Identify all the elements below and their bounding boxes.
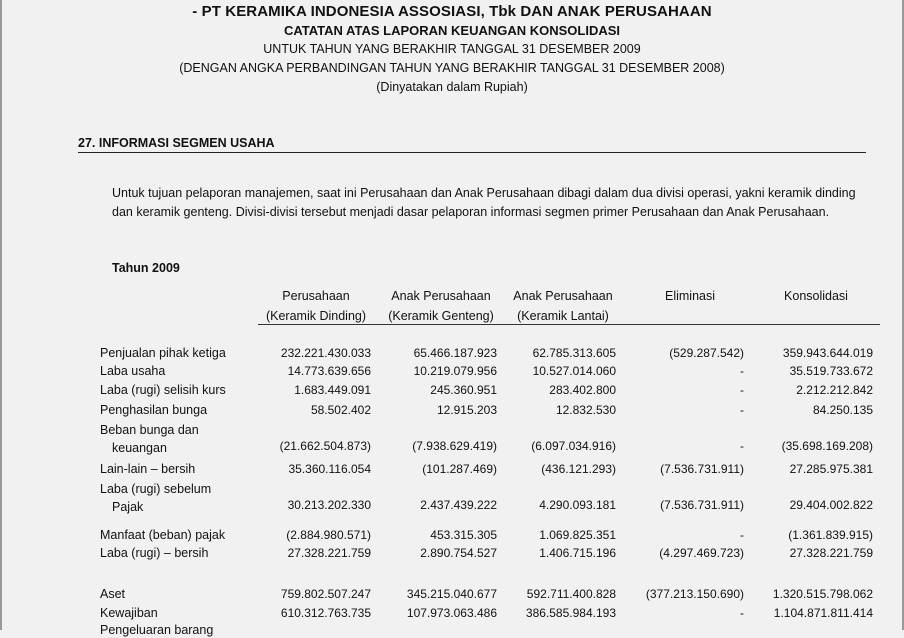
table-cell: 65.466.187.923: [413, 346, 497, 360]
column-header-eliminasi: [636, 286, 744, 306]
column-header-line2: Konsolidasi: [784, 289, 848, 303]
row-label: Kewajiban: [100, 606, 158, 620]
column-header-line1: Anak Perusahaan: [513, 289, 613, 303]
company-name: - PT KERAMIKA INDONESIA ASSOSIASI, Tbk DAN ANAK PERUSAHAAN: [192, 3, 712, 20]
table-cell: 107.973.063.486: [406, 606, 497, 620]
row-label: Aset: [100, 587, 126, 601]
row-label: Manfaat (beban) pajak: [100, 528, 226, 542]
table-cell: 1.320.515.798.062: [772, 587, 873, 601]
table-cell: 30.213.202.330: [287, 498, 371, 512]
table-cell: 1.069.825.351: [539, 528, 616, 542]
table-cell: 1.406.715.196: [539, 546, 616, 560]
column-header-line1: Perusahaan: [282, 289, 350, 303]
table-cell: 759.802.507.247: [280, 587, 371, 601]
table-cell: (101.287.469): [422, 462, 497, 476]
row-label: Pengeluaran barang: [100, 623, 214, 637]
header-rule: [258, 324, 880, 325]
table-cell: 1.683.449.091: [294, 383, 371, 397]
table-cell: 453.315.305: [430, 528, 497, 542]
table-cell: (377.213.150.690): [645, 587, 744, 601]
table-cell: 592.711.400.828: [526, 587, 616, 601]
table-cell: 10.527.014.060: [532, 364, 616, 378]
table-cell: 27.328.221.759: [287, 546, 371, 560]
row-label-continued: keuangan: [112, 441, 167, 455]
table-cell: 610.312.763.735: [280, 606, 371, 620]
table-cell: -: [740, 439, 744, 453]
table-cell: 14.773.639.656: [287, 364, 371, 378]
table-cell: (7.536.731.911): [660, 462, 744, 476]
table-cell: 27.285.975.381: [789, 462, 873, 476]
column-header-line2: (Keramik Genteng): [388, 309, 494, 323]
table-cell: 232.221.430.033: [280, 346, 371, 360]
table-cell: 1.104.871.811.414: [773, 606, 873, 620]
column-header-konsolidasi: [758, 286, 874, 306]
table-cell: 10.219.079.956: [413, 364, 497, 378]
row-label: Laba (rugi) – bersih: [100, 546, 209, 560]
column-header-keramik-lantai: [504, 286, 622, 326]
section-title: 27. INFORMASI SEGMEN USAHA: [78, 136, 866, 153]
table-cell: (35.698.169.208): [781, 439, 873, 453]
row-label: Penjualan pihak ketiga: [100, 346, 226, 360]
table-cell: (7.536.731.911): [660, 498, 744, 512]
column-header-line2: (Keramik Dinding): [265, 309, 367, 323]
period-line: UNTUK TAHUN YANG BERAKHIR TANGGAL 31 DESEMBER 2009: [263, 42, 641, 56]
table-cell: 4.290.093.181: [539, 498, 616, 512]
table-cell: 62.785.313.605: [532, 346, 616, 360]
table-cell: (7.938.629.419): [412, 439, 497, 453]
document-header: [0, 2, 904, 97]
table-cell: (529.287.542): [669, 346, 744, 360]
row-label: Beban bunga dan: [100, 423, 199, 437]
table-cell: (1.361.839.915): [788, 528, 873, 542]
comparison-line: (DENGAN ANGKA PERBANDINGAN TAHUN YANG BERAKHIR TANGGAL 31 DESEMBER 2008): [179, 61, 725, 75]
currency-line: (Dinyatakan dalam Rupiah): [376, 80, 528, 94]
row-label: Laba (rugi) selisih kurs: [100, 383, 226, 397]
section-paragraph: Untuk tujuan pelaporan manajemen, saat ini Perusahaan dan Anak Perusahaan dibagi dalam dua divisi operasi, yakni keramik dinding dan keramik genteng. Divisi-divisi tersebut menjadi dasar pelaporan informasi segmen primer Perusahaan dan Anak Perusahaan.: [112, 186, 856, 219]
table-cell: (4.297.469.723): [659, 546, 744, 560]
table-cell: 2.212.212.842: [796, 383, 873, 397]
column-header-line1: Anak Perusahaan: [391, 289, 491, 303]
document-subtitle: CATATAN ATAS LAPORAN KEUANGAN KONSOLIDASI: [283, 23, 621, 38]
table-cell: -: [740, 606, 744, 620]
column-header-line2: Eliminasi: [664, 289, 715, 303]
table-cell: 58.502.402: [310, 403, 371, 417]
table-cell: 283.402.800: [549, 383, 616, 397]
table-cell: (6.097.034.916): [531, 439, 616, 453]
table-cell: 2.890.754.527: [420, 546, 497, 560]
table-cell: (21.662.504.873): [279, 439, 371, 453]
table-cell: -: [740, 364, 744, 378]
row-label-continued: Pajak: [112, 500, 144, 514]
column-header-line2: (Keramik Lantai): [517, 309, 609, 323]
table-cell: (436.121.293): [541, 462, 616, 476]
table-cell: -: [740, 528, 744, 542]
table-cell: 27.328.221.759: [789, 546, 873, 560]
table-cell: -: [740, 403, 744, 417]
table-cell: 12.832.530: [555, 403, 616, 417]
table-cell: 2.437.439.222: [420, 498, 497, 512]
column-header-keramik-genteng: [380, 286, 502, 326]
table-cell: 35.360.116.054: [288, 462, 371, 476]
table-cell: 245.360.951: [430, 383, 497, 397]
row-label: Penghasilan bunga: [100, 403, 208, 417]
row-label: Laba (rugi) sebelum: [100, 482, 212, 496]
table-cell: 12.915.203: [436, 403, 497, 417]
column-header-perusahaan: [256, 286, 376, 326]
table-cell: 84.250.135: [812, 403, 873, 417]
table-cell: (2.884.980.571): [286, 528, 371, 542]
row-label: Lain-lain – bersih: [100, 462, 196, 476]
table-cell: -: [740, 383, 744, 397]
row-label: Laba usaha: [100, 364, 166, 378]
table-cell: 345.215.040.677: [406, 587, 497, 601]
table-cell: 386.585.984.193: [525, 606, 616, 620]
table-cell: 35.519.733.672: [789, 364, 873, 378]
table-cell: 359.943.644.019: [782, 346, 873, 360]
year-label: Tahun 2009: [112, 261, 180, 275]
table-cell: 29.404.002.822: [789, 498, 873, 512]
